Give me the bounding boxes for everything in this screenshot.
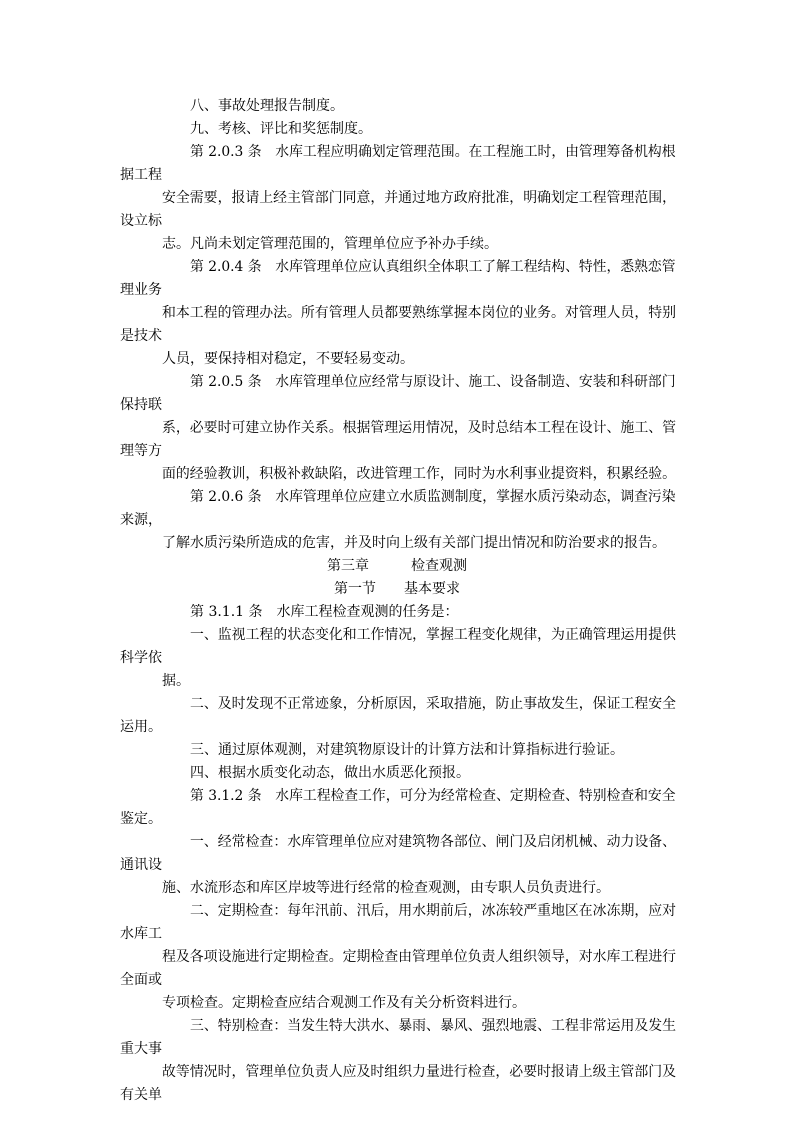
text-line: 三、通过原体观测，对建筑物原设计的计算方法和计算指标进行验证。 [190, 742, 624, 758]
text-line: 运用。 [120, 719, 162, 735]
text-line: 四、根据水质变化动态，做出水质恶化预报。 [190, 765, 470, 781]
text-line: 面的经验教训，积极补救缺陷，改进管理工作，同时为水利事业提资料，积累经验。 [162, 466, 676, 482]
text-line: 安全需要，报请上经主管部门同意，并通过地方政府批准，明确划定工程管理范围， [162, 190, 676, 206]
text-line: 专项检查。定期检查应结合观测工作及有关分析资料进行。 [162, 995, 526, 1011]
text-line: 系，必要时可建立协作关系。根据管理运用情况，及时总结本工程在设计、施工、管 [162, 420, 676, 436]
text-line: 志。凡尚未划定管理范围的，管理单位应予补办手续。 [162, 236, 498, 252]
text-line: 来源， [120, 512, 162, 528]
text-line: 八、事故处理报告制度。 [190, 98, 344, 114]
text-line: 保持联 [120, 397, 162, 413]
text-line: 是技术 [120, 328, 162, 344]
text-line: 第 2.0.6 条 水库管理单位应建立水质监测制度，掌握水质污染动态，调查污染 [190, 489, 676, 505]
text-line: 据。 [162, 673, 190, 689]
text-line: 全面或 [120, 972, 162, 988]
text-line: 施、水流形态和库区岸坡等进行经常的检查观测，由专职人员负责进行。 [162, 880, 610, 896]
text-line: 故等情况时，管理单位负责人应及时组织力量进行检查，必要时报请上级主管部门及 [162, 1064, 676, 1080]
text-line: 人员，要保持相对稳定，不要轻易变动。 [162, 351, 414, 367]
text-line: 理业务 [120, 282, 162, 298]
text-line: 二、及时发现不正常迹象，分析原因，采取措施，防止事故发生，保证工程安全 [190, 696, 676, 712]
text-line: 了解水质污染所造成的危害，并及时向上级有关部门提出情况和防治要求的报告。 [162, 535, 666, 551]
text-line: 九、考核、评比和奖惩制度。 [190, 121, 372, 137]
text-line: 理等方 [120, 443, 162, 459]
text-line: 第 3.1.1 条 水库工程检查观测的任务是： [190, 604, 459, 620]
text-line: 第 3.1.2 条 水库工程检查工作，可分为经常检查、定期检查、特别检查和安全 [190, 788, 676, 804]
text-line: 一、监视工程的状态变化和工作情况，掌握工程变化规律，为正确管理运用提供 [190, 627, 676, 643]
text-line: 一、经常检查：水库管理单位应对建筑物各部位、闸门及启闭机械、动力设备、 [190, 834, 676, 850]
text-line: 第 2.0.5 条 水库管理单位应经常与原设计、施工、设备制造、安装和科研部门 [190, 374, 676, 390]
text-line: 第 2.0.4 条 水库管理单位应认真组织全体职工了解工程结构、特性，悉熟恋管 [190, 259, 676, 275]
text-line: 科学依 [120, 650, 162, 666]
text-line: 鉴定。 [120, 811, 162, 827]
text-line: 第 2.0.3 条 水库工程应明确划定管理范围。在工程施工时，由管理筹备机构根 [190, 144, 676, 160]
text-line: 通讯设 [120, 857, 162, 873]
chapter-heading: 第三章 检查观测 [327, 558, 467, 574]
text-line: 有关单 [120, 1087, 162, 1103]
section-heading: 第一节 基本要求 [334, 581, 460, 597]
text-line: 设立标 [120, 213, 162, 229]
text-line: 二、定期检查：每年汛前、汛后，用水期前后，冰冻较严重地区在冰冻期，应对 [190, 903, 676, 919]
text-line: 据工程 [120, 167, 162, 183]
text-line: 三、特别检查：当发生特大洪水、暴雨、暴风、强烈地震、工程非常运用及发生 [190, 1018, 676, 1034]
text-line: 程及各项设施进行定期检查。定期检查由管理单位负责人组织领导，对水库工程进行 [162, 949, 676, 965]
text-line: 和本工程的管理办法。所有管理人员都要熟练掌握本岗位的业务。对管理人员，特别 [162, 305, 676, 321]
text-line: 水库工 [120, 926, 162, 942]
text-line: 重大事 [120, 1041, 162, 1057]
